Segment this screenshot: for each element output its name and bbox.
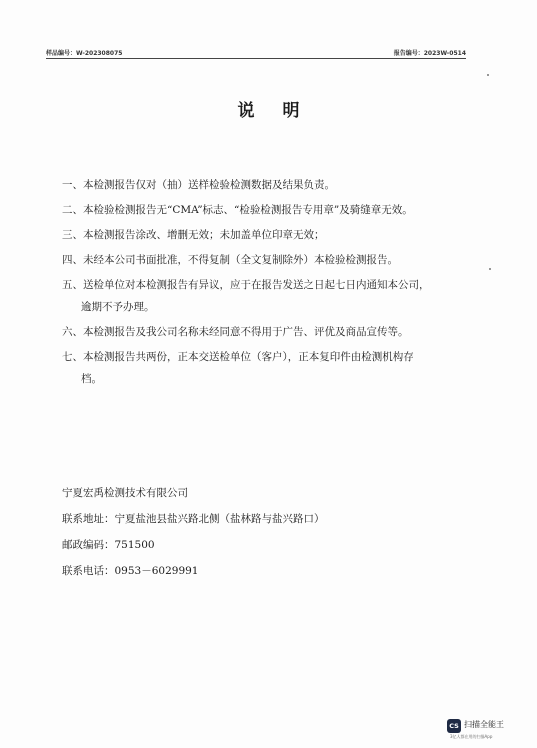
company-contact: [62, 480, 482, 584]
camscanner-logo-icon: CS: [447, 719, 461, 733]
notice-item-continuation: 档。: [81, 373, 102, 385]
company-name: 宁夏宏禹检测技术有限公司: [62, 487, 188, 499]
notice-item-7: [62, 346, 482, 390]
page-title: 说明: [237, 101, 328, 121]
sample-number: 样品编号：W-202308075: [46, 50, 123, 57]
notice-item-text: 一、本检测报告仅对（抽）送样检验检测数据及结果负责。: [62, 179, 335, 191]
contact-address: 联系地址：宁夏盐池县盐兴路北侧（盐林路与盐兴路口）: [62, 513, 325, 525]
notice-item-3: [62, 224, 482, 246]
watermark-title: 扫描全能王: [464, 720, 504, 729]
scan-speck: [489, 268, 491, 270]
notice-list: [62, 174, 482, 393]
notice-item-text: 六、本检测报告及我公司名称未经同意不得用于广告、评优及商品宣传等。: [62, 326, 409, 338]
notice-item-5: [62, 274, 482, 318]
scan-speck: [487, 74, 489, 76]
postal-code: 邮政编码：751500: [62, 539, 155, 551]
notice-item-6: [62, 321, 482, 343]
scanner-watermark: [447, 717, 529, 743]
notice-item-4: [62, 249, 482, 271]
notice-item-continuation: 逾期不予办理。: [81, 301, 155, 313]
notice-item-text: 三、本检测报告涂改、增删无效；未加盖单位印章无效；: [62, 229, 325, 241]
notice-item-1: [62, 174, 482, 196]
notice-item-2: [62, 199, 482, 221]
watermark-subtitle: 3亿人都在用的扫描App: [450, 734, 493, 739]
notice-item-text: 七、本检测报告共两份，正本交送检单位（客户），正本复印件由检测机构存: [62, 351, 414, 363]
contact-phone: 联系电话：0953－6029991: [62, 565, 199, 577]
notice-item-text: 二、本检验检测报告无“CMA”标志、“检验检测报告专用章”及骑缝章无效。: [62, 204, 413, 216]
header-divider: [46, 58, 466, 59]
notice-item-text: 五、送检单位对本检测报告有异议，应于在报告发送之日起七日内通知本公司，: [62, 279, 430, 291]
notice-item-text: 四、未经本公司书面批准，不得复制（全文复制除外）本检验检测报告。: [62, 254, 398, 266]
report-number: 报告编号：2023W-0514: [393, 50, 466, 57]
